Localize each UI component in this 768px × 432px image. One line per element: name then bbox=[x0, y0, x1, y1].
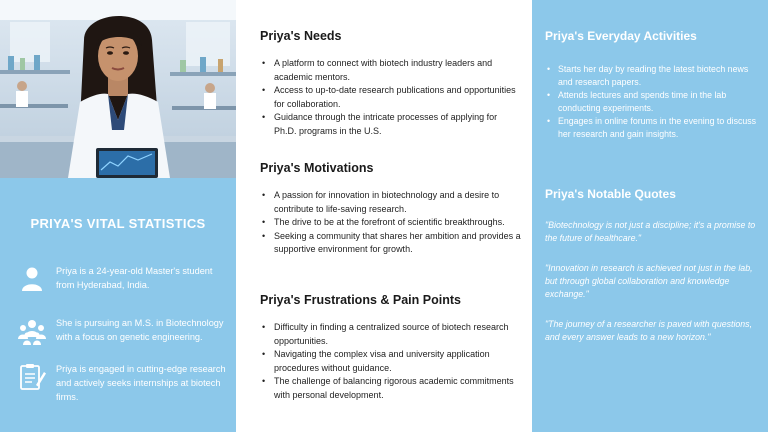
list-item: • The challenge of balancing rigorous academic commitments with personal development. bbox=[260, 375, 522, 402]
list-item: • A platform to connect with biotech industry leaders and academic mentors. bbox=[260, 57, 522, 84]
activities-heading: Priya's Everyday Activities bbox=[545, 29, 697, 43]
frustrations-list bbox=[260, 321, 522, 403]
quote-text: "Biotechnology is not just a discipline; it's a promise to the future of healthcare." bbox=[545, 220, 756, 243]
list-item: • Difficulty in finding a centralized source of biotech research opportunities. bbox=[260, 321, 522, 348]
quote-text: "The journey of a researcher is paved with questions, and every answer leads to a new horizon." bbox=[545, 319, 753, 342]
stat-degree bbox=[18, 316, 230, 345]
needs-heading: Priya's Needs bbox=[260, 29, 342, 43]
list-item: • Engages in online forums in the evening to discuss her research and gain insights. bbox=[545, 115, 757, 141]
list-item: • Guidance through the intricate processes of applying for Ph.D. programs in the U.S. bbox=[260, 111, 522, 138]
needs-list bbox=[260, 57, 522, 139]
quote-text: "Innovation in research is achieved not just in the lab, but through global collaboration and knowledge exchange." bbox=[545, 263, 753, 299]
stat-research bbox=[18, 362, 230, 404]
list-item: • Navigating the complex visa and university application procedures without guidance. bbox=[260, 348, 522, 375]
quotes-heading: Priya's Notable Quotes bbox=[545, 187, 676, 201]
person-icon bbox=[18, 265, 46, 293]
stat-text: She is pursuing an M.S. in Biotechnology with a focus on genetic engineering. bbox=[56, 318, 224, 342]
checklist-icon bbox=[18, 363, 46, 391]
list-item: • Access to up-to-date research publications and opportunities for collaboration. bbox=[260, 84, 522, 111]
frustrations-heading: Priya's Frustrations & Pain Points bbox=[260, 293, 461, 307]
stat-text: Priya is a 24-year-old Master's student from Hyderabad, India. bbox=[56, 266, 213, 290]
left-column bbox=[0, 0, 236, 432]
list-item: • Starts her day by reading the latest biotech news and research papers. bbox=[545, 63, 757, 89]
motivations-heading: Priya's Motivations bbox=[260, 161, 374, 175]
stat-text: Priya is engaged in cutting-edge research and actively seeks internships at biotech firms. bbox=[56, 364, 226, 402]
list-item: • A passion for innovation in biotechnology and a desire to contribute to life-saving research. bbox=[260, 189, 522, 216]
motivations-list bbox=[260, 189, 522, 257]
middle-column bbox=[236, 0, 532, 432]
group-icon bbox=[18, 317, 46, 345]
list-item: • Attends lectures and spends time in the lab conducting experiments. bbox=[545, 89, 757, 115]
list-item: • Seeking a community that shares her ambition and provides a supportive environment for growth. bbox=[260, 230, 522, 257]
right-column bbox=[532, 0, 768, 432]
persona-photo bbox=[0, 0, 236, 178]
stat-age-origin bbox=[18, 264, 230, 293]
activities-list bbox=[545, 63, 757, 141]
list-item: • The drive to be at the forefront of scientific breakthroughs. bbox=[260, 216, 522, 230]
vital-statistics-title: PRIYA'S VITAL STATISTICS bbox=[30, 216, 206, 231]
